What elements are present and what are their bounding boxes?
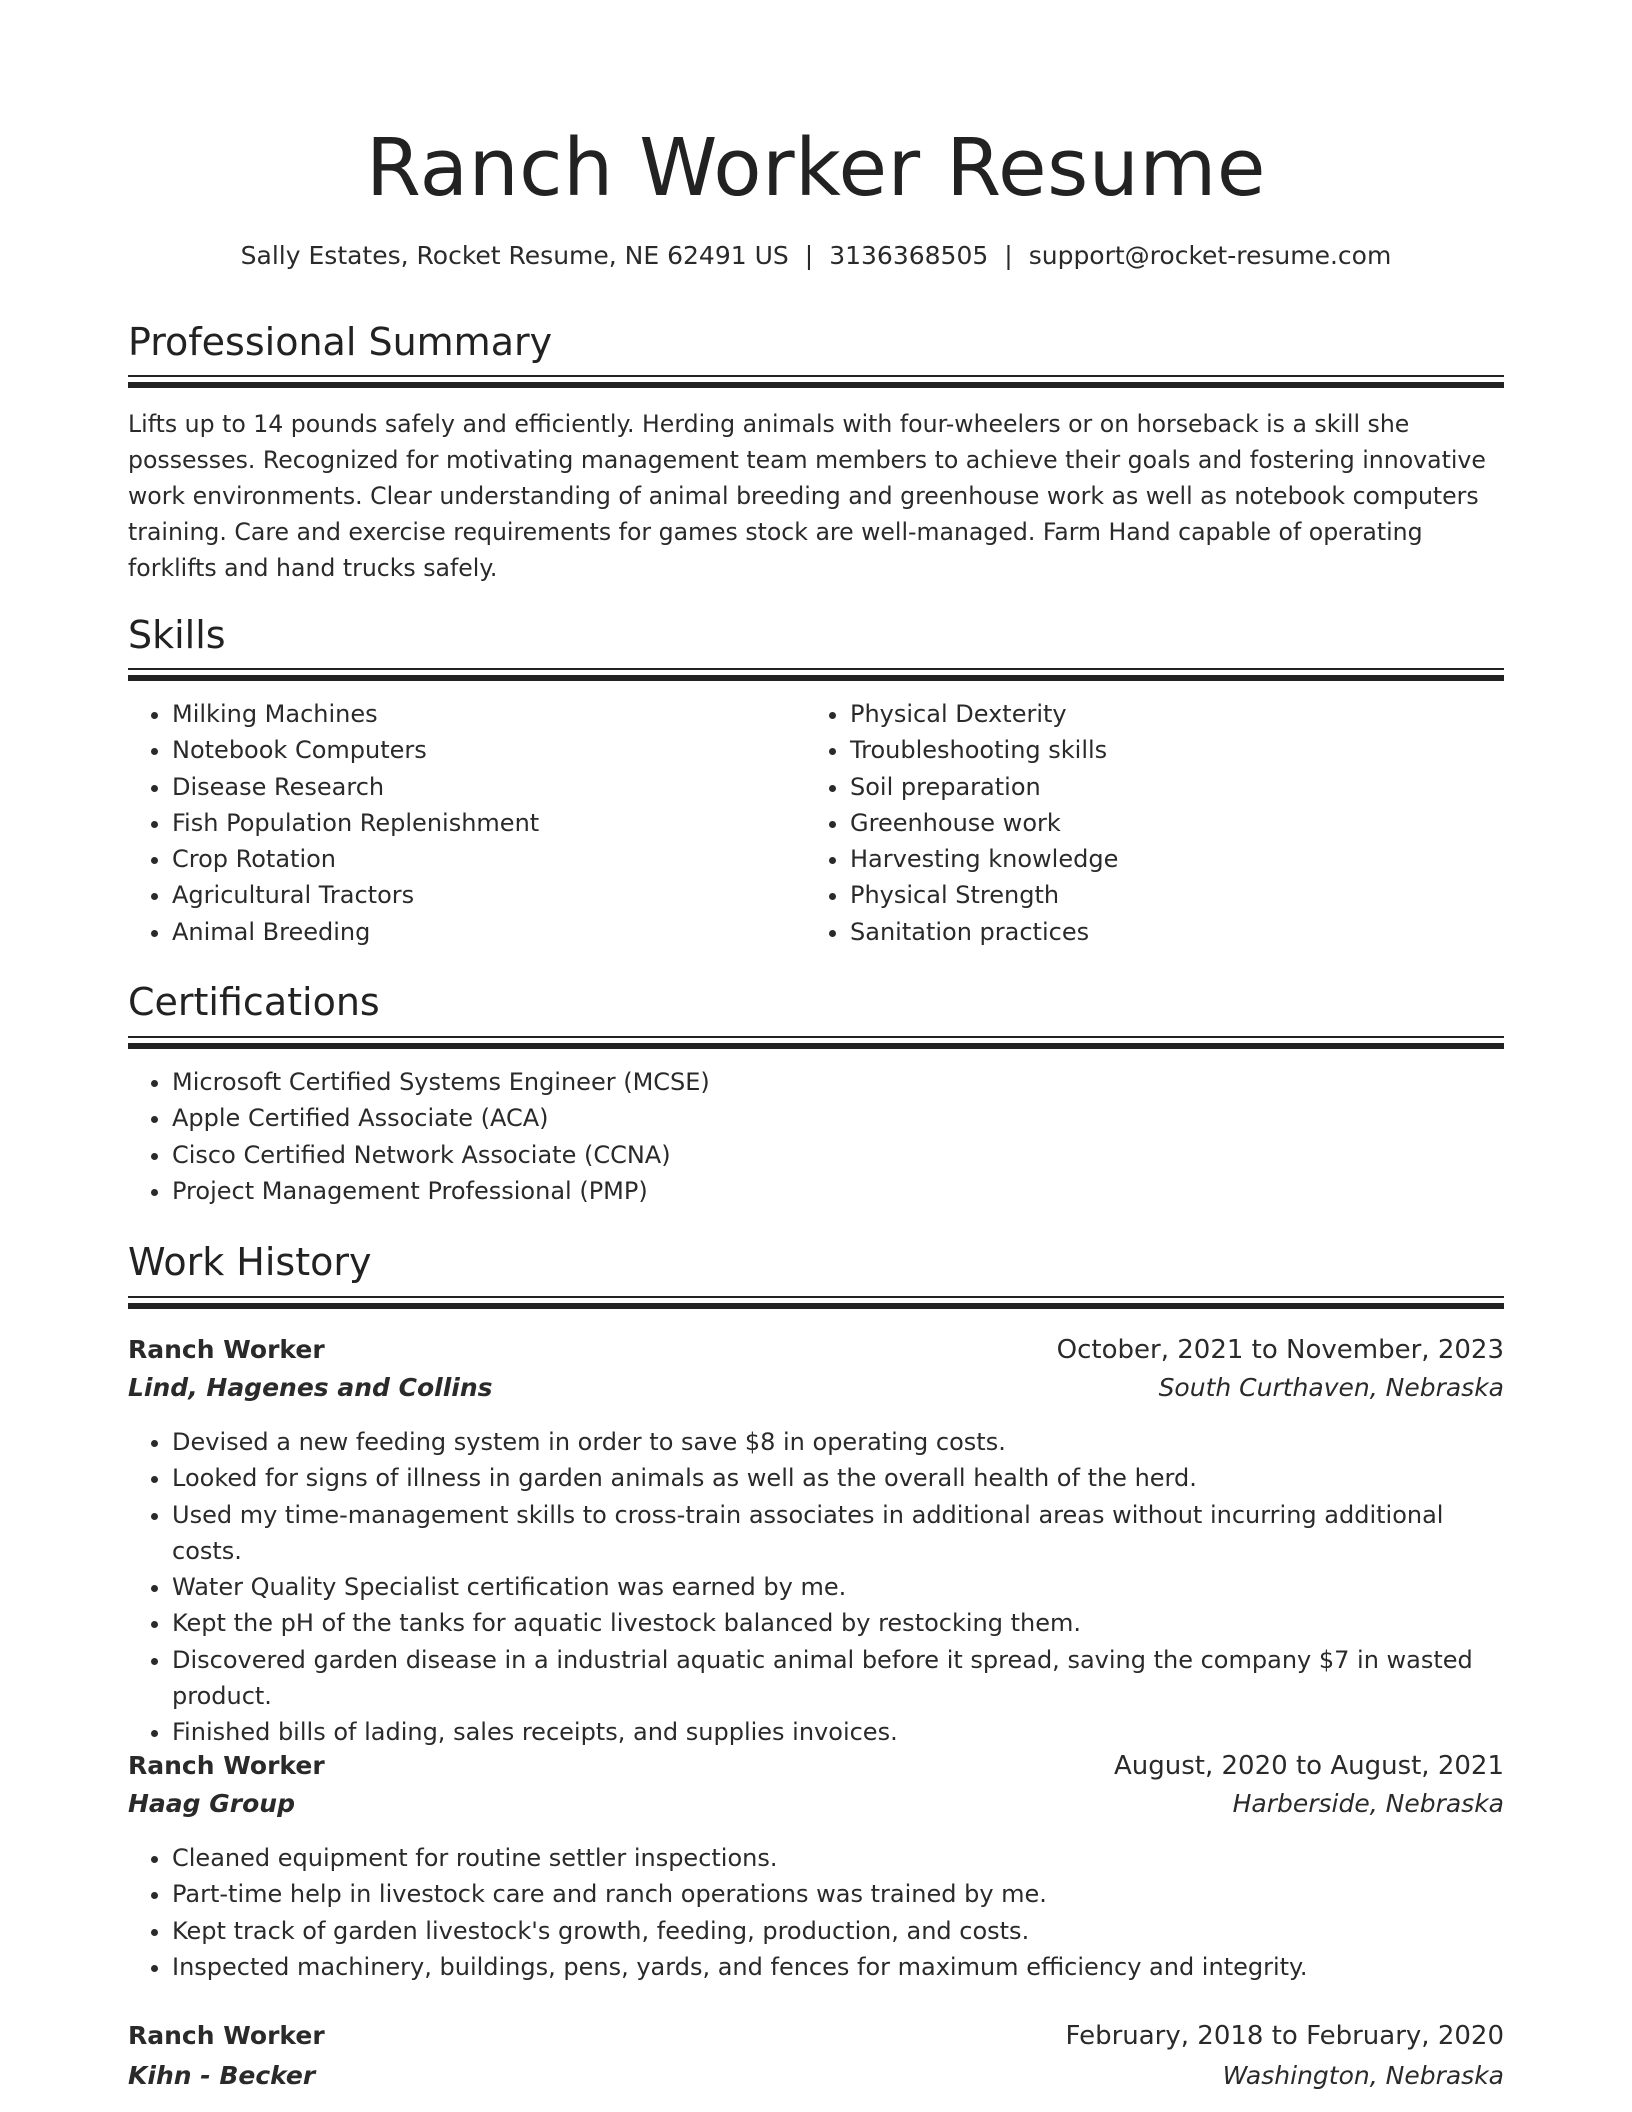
skill-item: • Physical Dexterity — [850, 696, 1500, 732]
job-dates: August, 2020 to August, 2021 — [1114, 1751, 1504, 1781]
job-location: South Curthaven, Nebraska — [1158, 1373, 1504, 1402]
job-duty-item: • Looked for signs of illness in garden animals as well as the overall health of the herd. — [172, 1460, 1502, 1496]
skill-item: • Fish Population Replenishment — [172, 805, 792, 841]
job-title: Ranch Worker — [128, 1335, 325, 1364]
contact-phone: 3136368505 — [829, 241, 989, 270]
summary-text: Lifts up to 14 pounds safely and efficiently. Herding animals with four-wheelers or on horseback is a skill she possesses. Recognized for motivating management team members to achieve their goals and fostering innovative work environments. Clear understanding of animal breeding and greenhouse work as well as notebook computers training. Care and exercise requirements for games stock are well-managed. Farm Hand capable of operating forklifts and hand trucks safely. — [128, 410, 1486, 582]
resume-title: Ranch Worker Resume — [366, 122, 1266, 214]
job-duty-item: • Used my time-management skills to cross-train associates in additional areas without incurring additional costs. — [172, 1497, 1502, 1570]
skill-item: • Harvesting knowledge — [850, 841, 1500, 877]
job-location: Harberside, Nebraska — [1232, 1789, 1504, 1818]
skill-item: • Sanitation practices — [850, 914, 1500, 950]
skill-item: • Soil preparation — [850, 769, 1500, 805]
section-heading-certifications: Certifications — [128, 980, 380, 1024]
job-duty-item: • Part-time help in livestock care and ranch operations was trained by me. — [172, 1876, 1502, 1912]
job-duty-item: • Kept the pH of the tanks for aquatic livestock balanced by restocking them. — [172, 1605, 1502, 1641]
section-heading-work: Work History — [128, 1240, 372, 1284]
contact-separator: | — [804, 241, 814, 270]
job-dates: October, 2021 to November, 2023 — [1056, 1335, 1504, 1365]
section-divider — [128, 668, 1504, 681]
skill-item: • Agricultural Tractors — [172, 877, 792, 913]
job-duty-item: • Cleaned equipment for routine settler inspections. — [172, 1840, 1502, 1876]
certification-item: • Microsoft Certified Systems Engineer (MCSE) — [172, 1064, 1502, 1100]
section-divider — [128, 375, 1504, 388]
section-divider — [128, 1296, 1504, 1309]
job-duty-item: • Water Quality Specialist certification was earned by me. — [172, 1569, 1502, 1605]
contact-separator: | — [1004, 241, 1013, 270]
section-heading-summary: Professional Summary — [128, 320, 553, 364]
contact-address: Sally Estates, Rocket Resume, NE 62491 US — [240, 241, 789, 270]
skills-list-left — [128, 696, 792, 950]
section-heading-skills: Skills — [128, 613, 226, 657]
certification-item: • Project Management Professional (PMP) — [172, 1173, 1502, 1209]
job-company: Lind, Hagenes and Collins — [128, 1373, 493, 1402]
skill-item: • Greenhouse work — [850, 805, 1500, 841]
skill-item: • Disease Research — [172, 769, 792, 805]
contact-line — [128, 238, 1504, 274]
job-company: Kihn - Becker — [128, 2061, 316, 2090]
skill-item: • Crop Rotation — [172, 841, 792, 877]
skill-item: • Troubleshooting skills — [850, 732, 1500, 768]
job-duties-list — [128, 1840, 1502, 1985]
job-company: Haag Group — [128, 1789, 295, 1818]
job-title: Ranch Worker — [128, 2021, 325, 2050]
contact-email[interactable]: support@rocket-resume.com — [1028, 241, 1392, 270]
job-duties-list — [128, 1424, 1502, 1751]
job-duty-item: • Inspected machinery, buildings, pens, yards, and fences for maximum efficiency and integrity. — [172, 1949, 1502, 1985]
job-location: Washington, Nebraska — [1222, 2061, 1504, 2090]
certifications-list — [128, 1064, 1502, 1209]
job-title: Ranch Worker — [128, 1751, 325, 1780]
job-duty-item: • Kept track of garden livestock's growth, feeding, production, and costs. — [172, 1913, 1502, 1949]
skill-item: • Milking Machines — [172, 696, 792, 732]
section-divider — [128, 1036, 1504, 1049]
skill-item: • Physical Strength — [850, 877, 1500, 913]
job-dates: February, 2018 to February, 2020 — [1065, 2021, 1504, 2051]
skills-list-right — [806, 696, 1500, 950]
skill-item: • Notebook Computers — [172, 732, 792, 768]
skill-item: • Animal Breeding — [172, 914, 792, 950]
job-duty-item: • Finished bills of lading, sales receipts, and supplies invoices. — [172, 1714, 1502, 1750]
job-duty-item: • Discovered garden disease in a industrial aquatic animal before it spread, saving the company $7 in wasted product. — [172, 1642, 1502, 1715]
job-duty-item: • Devised a new feeding system in order to save $8 in operating costs. — [172, 1424, 1502, 1460]
certification-item: • Cisco Certified Network Associate (CCNA) — [172, 1137, 1502, 1173]
certification-item: • Apple Certified Associate (ACA) — [172, 1100, 1502, 1136]
